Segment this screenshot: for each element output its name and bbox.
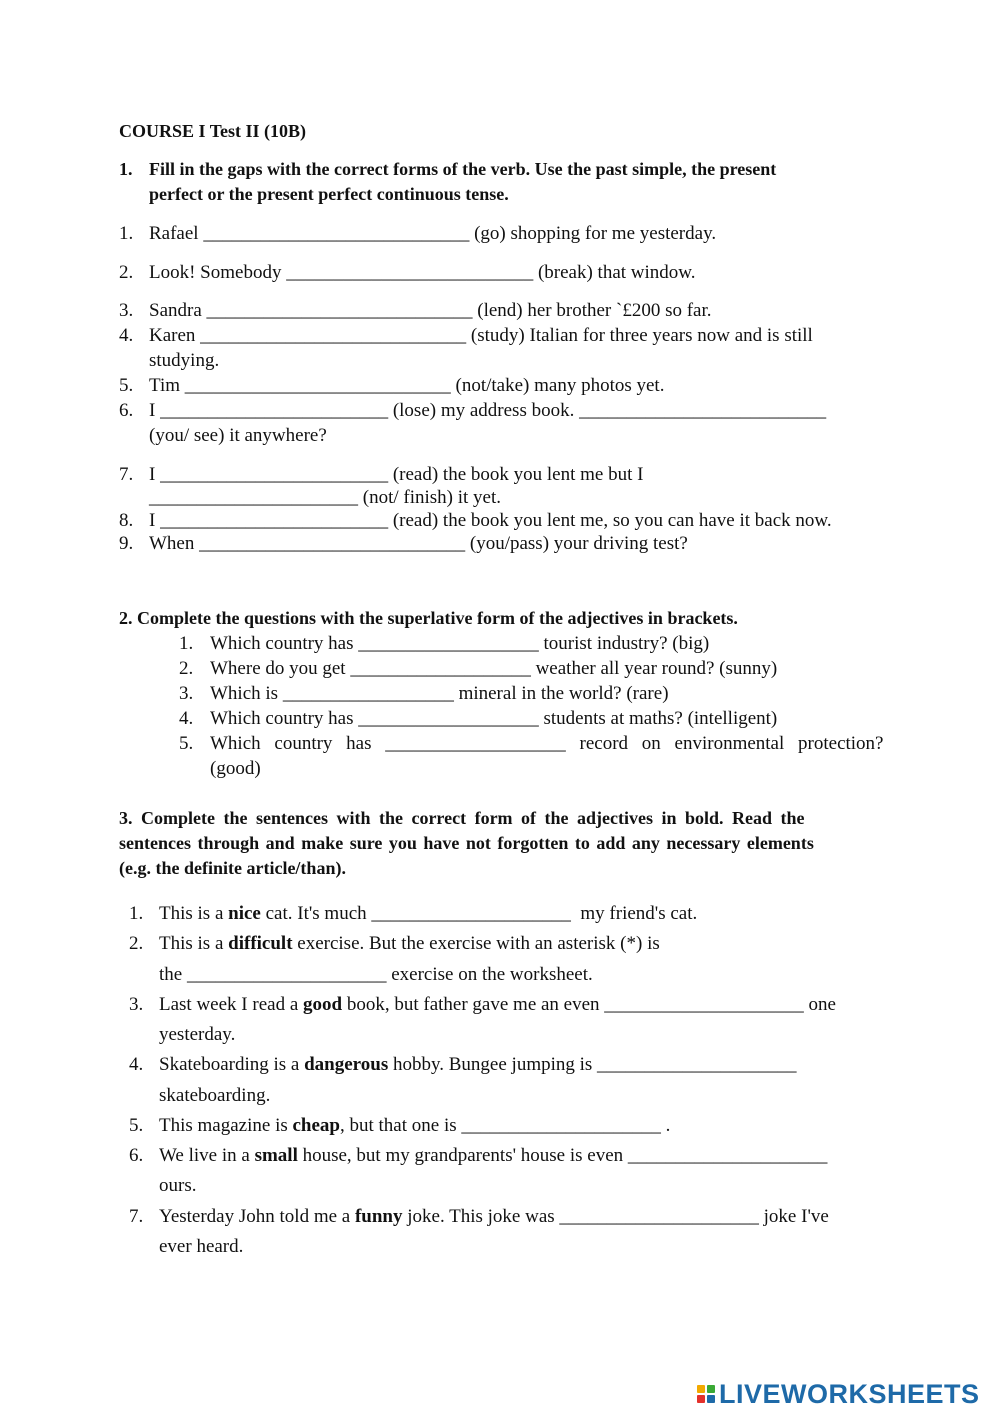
s3-item5-text <box>159 1113 670 1138</box>
s2-item2-text: Where do you get ___________________ weather all year round? (sunny) <box>210 658 778 679</box>
s1-item8-number: 8. <box>119 510 134 531</box>
s3-item4-bold-adjective: dangerous <box>304 1054 389 1075</box>
s3-item2-text <box>159 931 660 956</box>
s3-item2-pre: This is a <box>159 933 229 954</box>
s2-item5-text: Which country has ___________________ record on environmental protection? <box>210 733 884 754</box>
s2-item5-number: 5. <box>179 733 194 754</box>
s3-item2-text-cont: the _____________________ exercise on the worksheet. <box>159 964 593 985</box>
s3-item2-number: 2. <box>129 933 144 954</box>
s3-item3-bold-adjective: good <box>303 994 343 1015</box>
section3-heading-line3: (e.g. the definite article/than). <box>119 858 346 878</box>
s1-item7-text: I ________________________ (read) the book you lent me but I <box>149 464 644 485</box>
s3-item6-text-cont: ours. <box>159 1175 197 1196</box>
s3-item6-pre: We live in a <box>159 1145 255 1166</box>
s2-item2-number: 2. <box>179 658 194 679</box>
s1-item6-text-cont: (you/ see) it anywhere? <box>149 425 327 446</box>
s1-item3-number: 3. <box>119 300 134 321</box>
s3-item5-number: 5. <box>129 1115 144 1136</box>
s1-item3-text: Sandra ____________________________ (lend) her brother `£200 so far. <box>149 300 712 321</box>
section3-heading-line1: 3. Complete the sentences with the correct form of the adjectives in bold. Read the <box>119 808 805 828</box>
s1-item1-number: 1. <box>119 223 134 244</box>
s1-item4-text: Karen ____________________________ (study) Italian for three years now and is still <box>149 325 813 346</box>
s3-item5-pre: This magazine is <box>159 1115 293 1136</box>
s3-item3-text-cont: yesterday. <box>159 1024 236 1045</box>
s1-item7-text-cont: ______________________ (not/ finish) it yet. <box>149 487 502 508</box>
s2-item3-text: Which is __________________ mineral in the world? (rare) <box>210 683 669 704</box>
s3-item7-text <box>159 1204 829 1229</box>
s3-item3-number: 3. <box>129 994 144 1015</box>
s2-item4-number: 4. <box>179 708 194 729</box>
liveworksheets-logo-icon <box>697 1385 715 1403</box>
s3-item4-number: 4. <box>129 1054 144 1075</box>
s1-item8-text: I ________________________ (read) the book you lent me, so you can have it back now. <box>149 510 832 531</box>
s3-item4-pre: Skateboarding is a <box>159 1054 305 1075</box>
s3-item6-bold-adjective: small <box>254 1145 298 1166</box>
s1-item6-text: I ________________________ (lose) my address book. __________________________ <box>149 400 827 421</box>
s1-item5-number: 5. <box>119 375 134 396</box>
s3-item4-text-cont: skateboarding. <box>159 1085 271 1106</box>
s3-item1-bold-adjective: nice <box>228 903 261 924</box>
s3-item7-pre: Yesterday John told me a <box>159 1206 355 1227</box>
s3-item7-number: 7. <box>129 1206 144 1227</box>
s3-item3-pre: Last week I read a <box>159 994 304 1015</box>
section1-heading-number: 1. <box>119 159 133 179</box>
s1-item2-number: 2. <box>119 262 134 283</box>
s1-item9-text: When ____________________________ (you/pass) your driving test? <box>149 533 688 554</box>
s3-item2-post: exercise. But the exercise with an asterisk (*) is <box>292 933 660 954</box>
s3-item7-post: joke. This joke was _____________________ joke I've <box>402 1206 829 1227</box>
s3-item7-bold-adjective: funny <box>354 1206 403 1227</box>
s3-item6-text <box>159 1143 827 1168</box>
s3-item7-text-cont: ever heard. <box>159 1236 244 1257</box>
s3-item5-bold-adjective: cheap <box>292 1115 340 1136</box>
s3-item6-post: house, but my grandparents' house is even _____________________ <box>297 1145 828 1166</box>
s3-item3-text <box>159 992 836 1017</box>
s3-item3-post: book, but father gave me an even _____________________ one <box>342 994 836 1015</box>
s3-item4-text <box>159 1052 797 1077</box>
liveworksheets-logo-text: LIVEWORKSHEETS <box>719 1378 980 1409</box>
s1-item1-text: Rafael ____________________________ (go) shopping for me yesterday. <box>149 223 717 244</box>
s1-item4-number: 4. <box>119 325 134 346</box>
section1-heading-line1: Fill in the gaps with the correct forms of the verb. Use the past simple, the present <box>149 159 777 179</box>
s3-item4-post: hobby. Bungee jumping is _____________________ <box>388 1054 797 1075</box>
s1-item5-text: Tim ____________________________ (not/take) many photos yet. <box>149 375 665 396</box>
s1-item7-number: 7. <box>119 464 134 485</box>
page-title: COURSE I Test II (10B) <box>119 121 307 141</box>
s3-item1-pre: This is a <box>159 903 229 924</box>
s3-item1-text <box>159 901 697 926</box>
s3-item2-bold-adjective: difficult <box>228 933 293 954</box>
s2-item1-number: 1. <box>179 633 194 654</box>
s2-item5-text-cont: (good) <box>210 758 261 779</box>
s1-item6-number: 6. <box>119 400 134 421</box>
s2-item1-text: Which country has ___________________ tourist industry? (big) <box>210 633 710 654</box>
s3-item1-post: cat. It's much _____________________ my friend's cat. <box>260 903 698 924</box>
s2-item3-number: 3. <box>179 683 194 704</box>
s1-item4-text-cont: studying. <box>149 350 220 371</box>
s3-item1-number: 1. <box>129 903 144 924</box>
s1-item2-text: Look! Somebody __________________________ (break) that window. <box>149 262 696 283</box>
s2-item4-text: Which country has ___________________ students at maths? (intelligent) <box>210 708 778 729</box>
s1-item9-number: 9. <box>119 533 134 554</box>
section2-heading: 2. Complete the questions with the superlative form of the adjectives in brackets. <box>119 608 738 628</box>
s3-item6-number: 6. <box>129 1145 144 1166</box>
s3-item5-post: , but that one is _____________________ . <box>340 1115 671 1136</box>
section3-heading-line2: sentences through and make sure you have not forgotten to add any necessary elements <box>119 833 814 853</box>
section1-heading-line2: perfect or the present perfect continuous tense. <box>149 184 509 204</box>
liveworksheets-logo <box>697 1378 980 1410</box>
